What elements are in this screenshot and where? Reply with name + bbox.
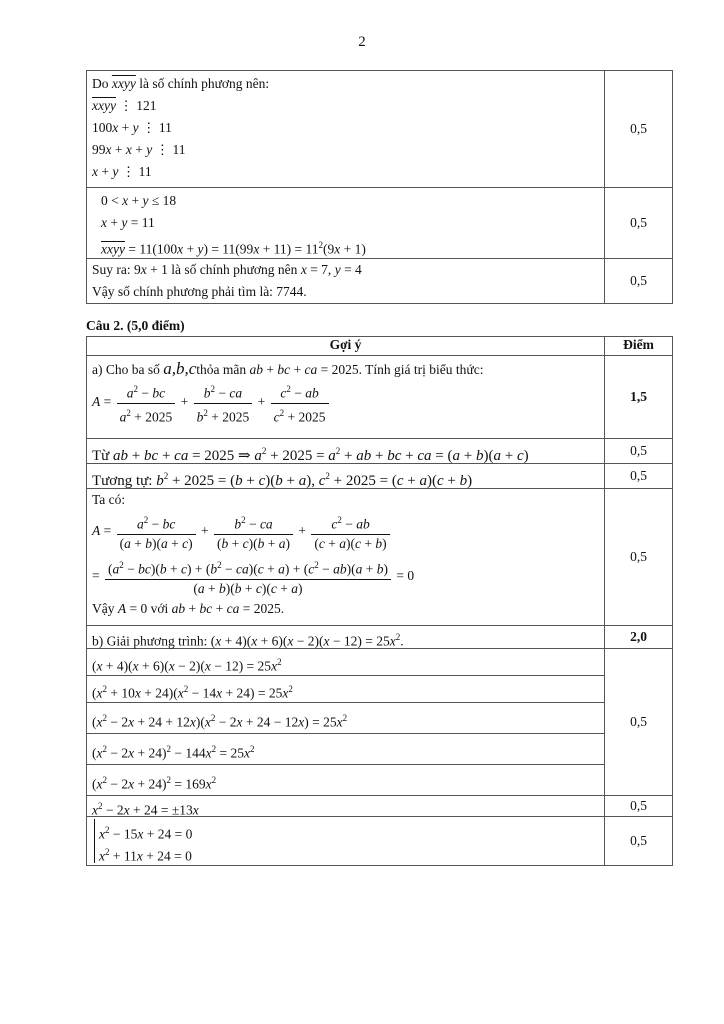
table-row bbox=[87, 439, 673, 464]
case-bracket bbox=[94, 819, 599, 863]
table-row bbox=[87, 259, 673, 304]
table-row bbox=[87, 464, 673, 489]
math-line: x + y = 11 bbox=[101, 215, 155, 230]
score-cell: 0,5 bbox=[605, 188, 673, 259]
table-row bbox=[87, 703, 673, 734]
math-line: $(x^2 - 2x + 24)^2 = 169x^2$ bbox=[92, 775, 217, 792]
table-cau2 bbox=[86, 336, 673, 866]
math-line: $(x^2 - 2x + 24)^2 - 144x^2 = 25x^2$ bbox=[92, 744, 255, 761]
score-cell: 0,5 bbox=[605, 489, 673, 626]
page-number: 2 bbox=[358, 34, 366, 50]
table-row bbox=[87, 734, 673, 765]
math-line: Tương tự: $b^2 + 2025 = (b + c)(b + a)$, $c^2 + 2025 = (c + a)(c + b)$ bbox=[92, 471, 473, 489]
table-row bbox=[87, 676, 673, 703]
section-heading-cau2: Câu 2. (5,0 điểm) bbox=[86, 318, 185, 333]
score-cell: 0,5 bbox=[605, 649, 673, 796]
table-row bbox=[87, 817, 673, 866]
score-cell: 0,5 bbox=[605, 817, 673, 866]
table-cau1-continuation bbox=[86, 70, 673, 304]
score-cell: 0,5 bbox=[605, 259, 673, 304]
table-row bbox=[87, 626, 673, 649]
text-line: Do xxyy là số chính phương nên: bbox=[92, 76, 270, 91]
column-header-hint: Gợi ý bbox=[87, 337, 605, 356]
column-header-points: Điểm bbox=[605, 337, 673, 356]
table-header-row bbox=[87, 337, 673, 356]
text-line: Vậy số chính phương phải tìm là: 7744. bbox=[92, 284, 307, 299]
text-line: Ta có: bbox=[92, 492, 126, 507]
expression-A: A = $\frac{a^2 - bc}{a^2 + 2025}$ + $\frac{b^2 - ca}{b^2 + 2025}$ + $\frac{c^2 - ab}{c^2 + 2025}$ bbox=[92, 380, 599, 424]
text-line: a) Cho ba số a,b,cthỏa mãn ab + bc + ca = 2025. Tính giá trị biểu thức: bbox=[92, 359, 484, 378]
expression-A-combined: = $\frac{(a^2 - bc)(b + c) + (b^2 - ca)(c + a) + (c^2 - ab)(a + b)}{(a + b)(b + c)(c + a)}$ = 0 bbox=[92, 553, 599, 599]
math-line: $(x^2 - 2x + 24 + 12x)(x^2 - 2x + 24 - 12x) = 25x^2$ bbox=[92, 713, 348, 730]
text-line: Vậy A = 0 với ab + bc + ca = 2025. bbox=[92, 601, 285, 616]
text-line: b) Giải phương trình: $(x + 4)(x + 6)(x - 2)(x - 12) = 25x^2$. bbox=[92, 632, 404, 649]
math-line: xxyy ⋮ 121 bbox=[92, 98, 157, 113]
score-cell: 0,5 bbox=[605, 464, 673, 489]
math-line: 100x + y ⋮ 11 bbox=[92, 120, 172, 135]
table-row bbox=[87, 489, 673, 626]
table-row bbox=[87, 188, 673, 259]
math-line: $(x^2 + 10x + 24)(x^2 - 14x + 24) = 25x^2$ bbox=[92, 684, 293, 701]
score-cell: 1,5 bbox=[605, 356, 673, 439]
table-row bbox=[87, 71, 673, 188]
score-cell: 0,5 bbox=[605, 71, 673, 188]
math-line: $(x + 4)(x + 6)(x - 2)(x - 12) = 25x^2$ bbox=[92, 657, 282, 674]
math-line: $x^2 - 2x + 24 = \pm 13x$ bbox=[92, 801, 199, 818]
table-row bbox=[87, 796, 673, 817]
math-line: $x^2 - 15x + 24 = 0$ bbox=[99, 825, 193, 842]
table-row bbox=[87, 649, 673, 676]
math-line: 99x + x + y ⋮ 11 bbox=[92, 142, 186, 157]
score-cell: 2,0 bbox=[605, 626, 673, 649]
score-cell: 0,5 bbox=[605, 796, 673, 817]
math-line: $x^2 + 11x + 24 = 0$ bbox=[99, 847, 192, 864]
text-line: Suy ra: 9x + 1 là số chính phương nên x = 7, y = 4 bbox=[92, 262, 362, 277]
math-line: 0 < x + y ≤ 18 bbox=[101, 193, 177, 208]
table-row bbox=[87, 765, 673, 796]
math-line: Từ ab + bc + ca = 2025 ⇒ $a^2 + 2025 = a^2$ + ab + bc + ca = (a + b)(a + c) bbox=[92, 446, 529, 464]
math-line: x + y ⋮ 11 bbox=[92, 164, 152, 179]
table-row bbox=[87, 356, 673, 439]
math-line: xxyy = $11(100x + y) = 11(99x + 11) = 11^2(9x + 1)$ bbox=[101, 240, 366, 257]
score-cell: 0,5 bbox=[605, 439, 673, 464]
expression-A-factored: A = $\frac{a^2 - bc}{(a + b)(a + c)}$ + $\frac{b^2 - ca}{(b + c)(b + a)}$ + $\frac{c^2 - ab}{(c + a)(c + b)}$ bbox=[92, 509, 599, 553]
